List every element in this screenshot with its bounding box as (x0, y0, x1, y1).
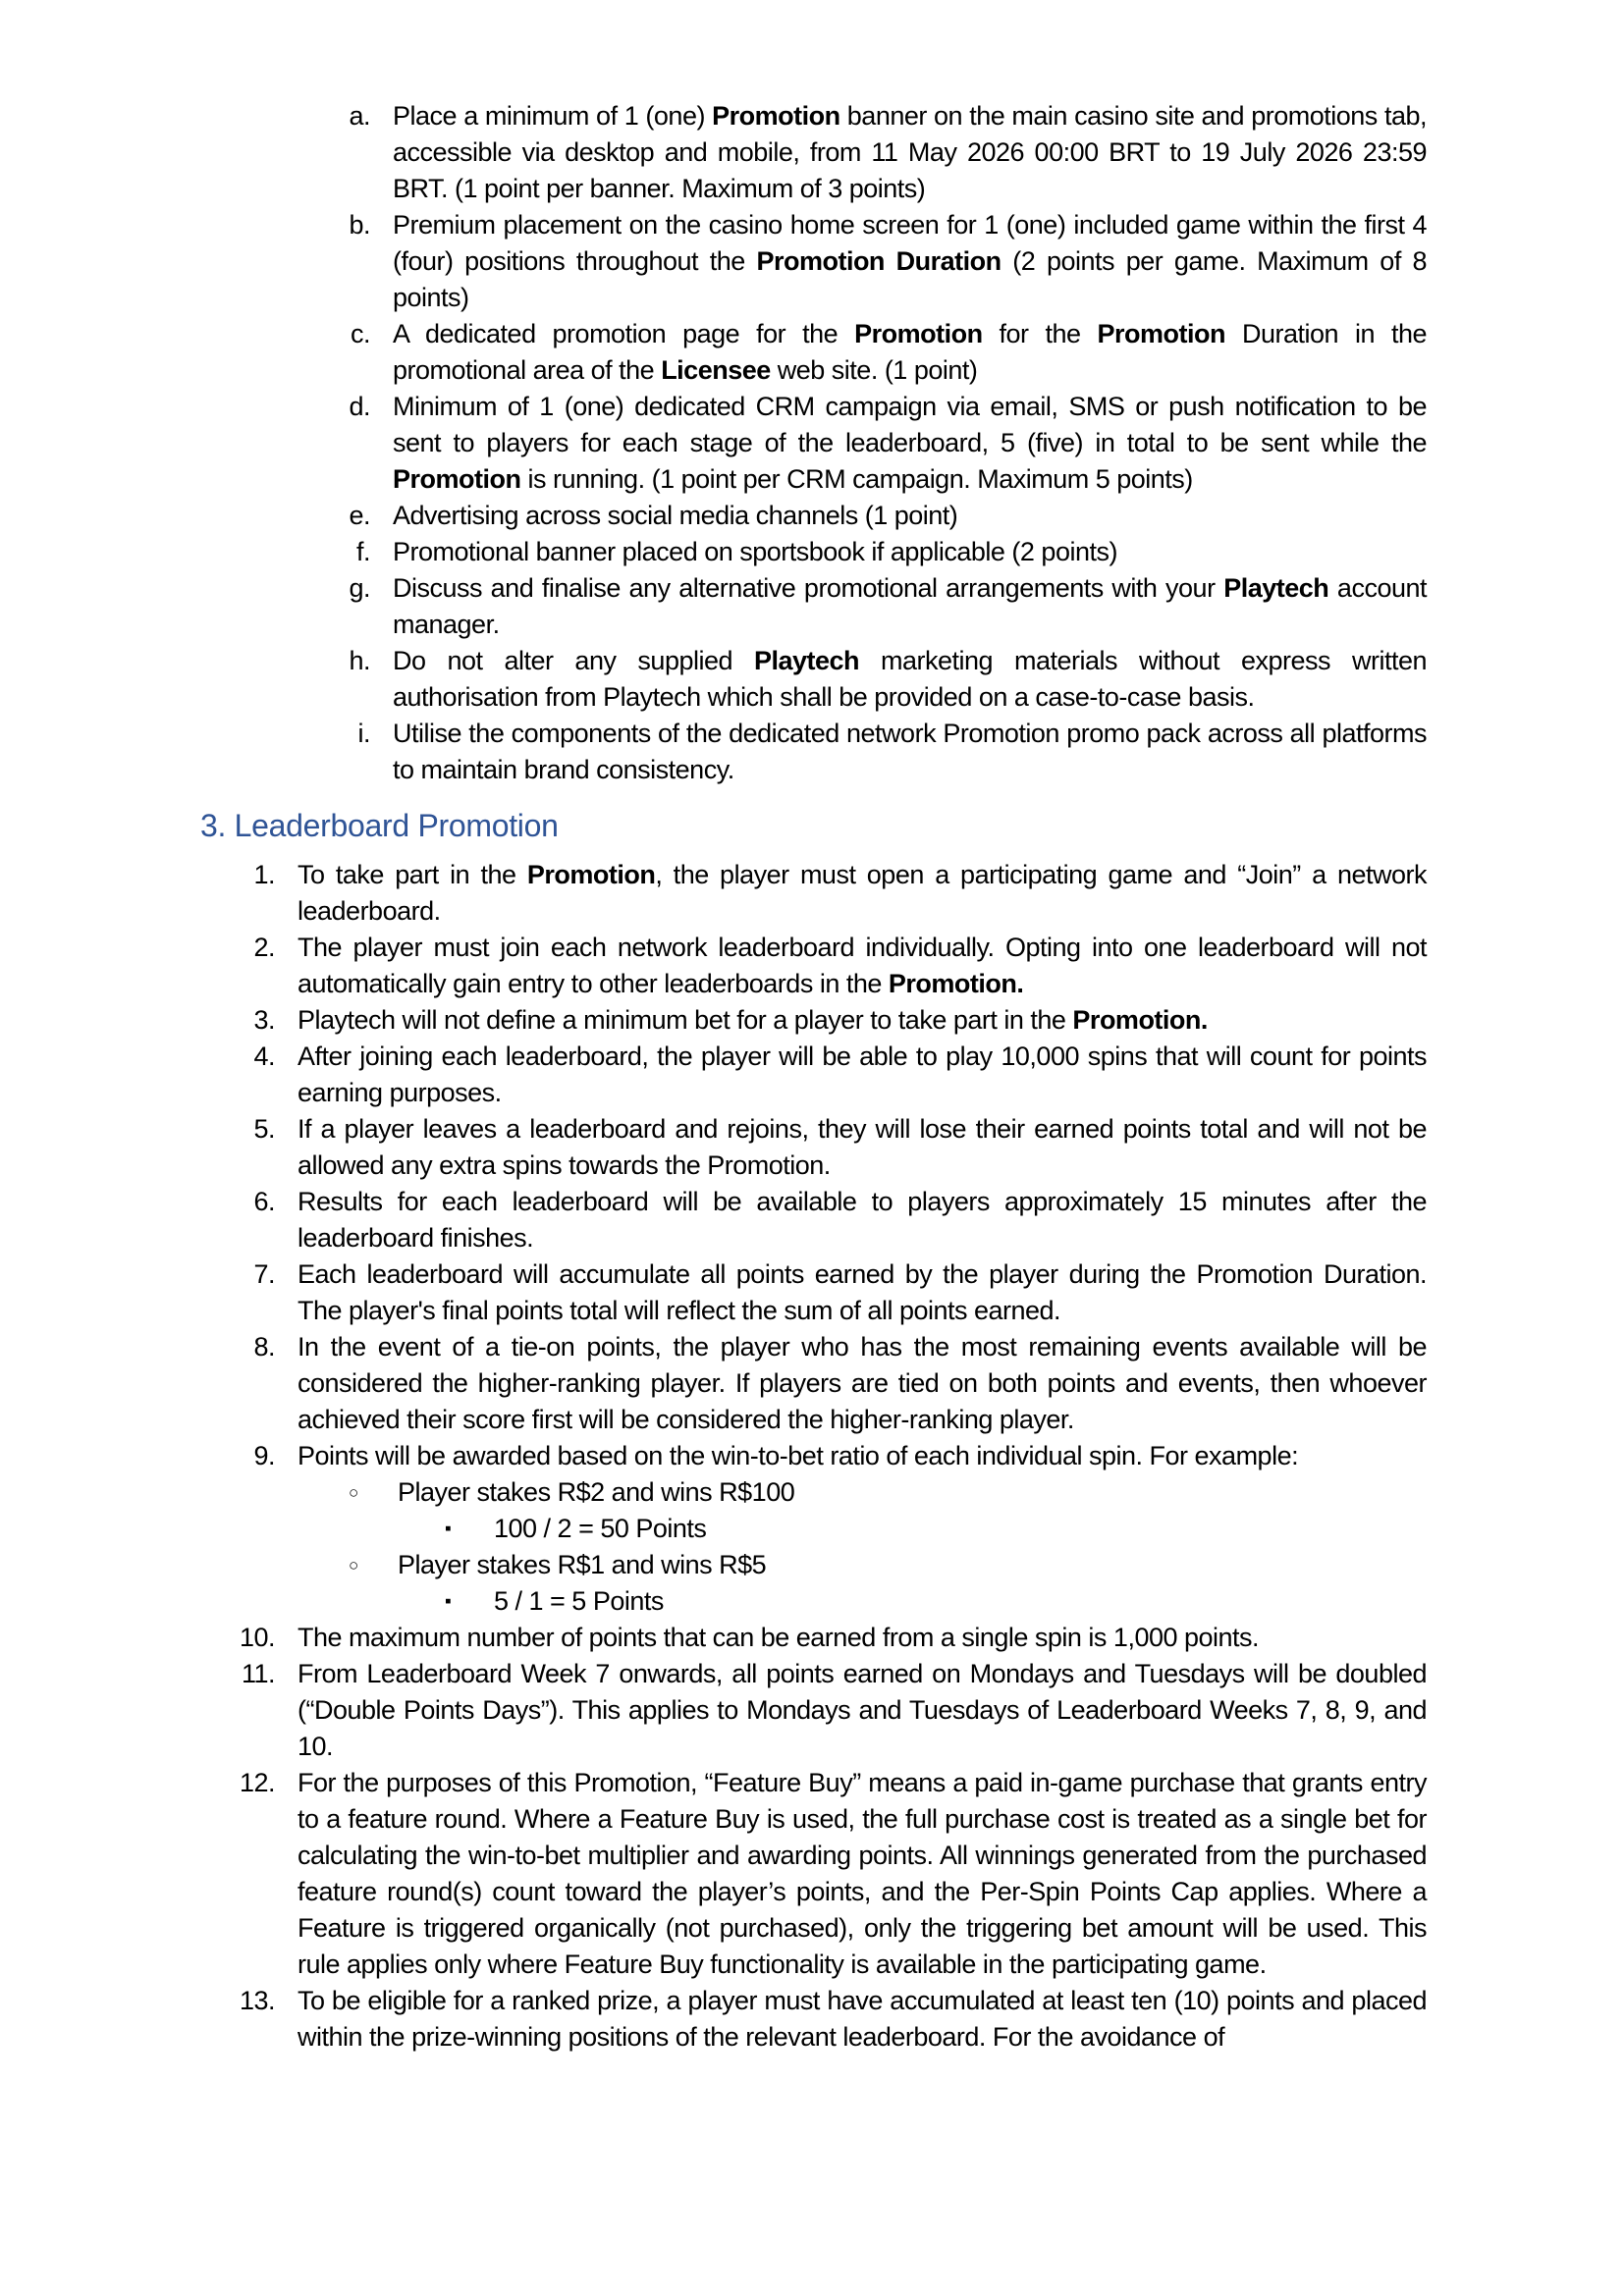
list-item-e (349, 498, 1427, 534)
list-item-10 (239, 1620, 1427, 1656)
section-heading (200, 804, 1624, 847)
list-item-text (393, 537, 1117, 566)
text-run: Place a minimum of 1 (one) (393, 101, 713, 131)
text-run: for the (982, 319, 1098, 348)
text-run: The player must join each network leaderboard individually. Opting into one leaderboard will not automatically gain entry to other leaderboards in the (298, 933, 1427, 998)
text-run: For the purposes of this Promotion, “Feature Buy” means a paid in-game purchase that grants entry to a feature round. Where a Feature Buy is used, the full purchase cost is treated as a single bet for calculating the win-to-bet multiplier and awarding points. All winnings generated from the purchased feature round(s) count toward the player’s points, and the Per-Spin Points Cap applies. Where a Feature is triggered organically (not purchased), only the triggering bet amount will be used. This rule applies only where Feature Buy functionality is available in the participating game. (298, 1768, 1427, 1979)
bold-text-run: Promotion (1097, 319, 1226, 348)
text-run: banner on the main casino site and promotions tab, accessible via desktop and mobile, from 11 May 2026 00:00 BRT to 19 July 2026 23:59 BRT. (1 point per banner. Maximum of 3 points) (393, 101, 1427, 203)
numbered-list (239, 857, 1428, 2056)
list-item-h (349, 643, 1427, 716)
list-marker: 13. (239, 1986, 275, 2015)
list-marker: a. (349, 101, 370, 131)
text-run: web site. (1 point) (770, 355, 978, 385)
text-run: Promotional banner placed on sportsbook if applicable (2 points) (393, 537, 1117, 566)
list-item-text (494, 1514, 706, 1543)
lettered-list (349, 98, 1428, 788)
text-run: The maximum number of points that can be earned from a single spin is 1,000 points. (298, 1623, 1260, 1652)
sub-sub-list-item (445, 1511, 1427, 1547)
text-run: Premium placement on the casino home screen for 1 (one) included game within the first 4 (four) positions throughout the (393, 210, 1427, 276)
bold-text-run: Promotion (526, 860, 656, 889)
bold-text-run: Promotion (854, 319, 983, 348)
list-marker: 1. (253, 860, 275, 889)
list-marker: 3. (253, 1005, 275, 1035)
bold-text-run: Promotion Duration (756, 246, 1001, 276)
text-run: (2 points per game. Maximum of 8 points) (393, 246, 1428, 312)
list-item-b (349, 207, 1428, 316)
list-marker: d. (349, 392, 370, 421)
text-run: marketing materials without express written authorisation from Playtech which shall be provided on a case-to-case basis. (393, 646, 1427, 712)
list-item-text (298, 1005, 1208, 1035)
list-item-text (298, 1441, 1298, 1470)
list-marker: ○ (349, 1483, 358, 1502)
list-marker: g. (349, 573, 370, 603)
list-item-7 (253, 1256, 1427, 1329)
list-item-text (298, 860, 1427, 926)
list-marker: 4. (253, 1041, 275, 1071)
list-item-text (298, 1259, 1427, 1325)
list-marker: 9. (253, 1441, 275, 1470)
list-item-12 (239, 1765, 1427, 1983)
text-run: Player stakes R$1 and wins R$5 (398, 1550, 767, 1579)
list-item-g (349, 570, 1427, 643)
list-marker: 10. (239, 1623, 275, 1652)
list-item-c (350, 316, 1428, 389)
list-marker: 2. (253, 933, 275, 962)
text-run: If a player leaves a leaderboard and rejoins, they will lose their earned points total and will not be allowed any extra spins towards the Promotion. (298, 1114, 1427, 1180)
text-run: To take part in the (298, 860, 527, 889)
list-marker: ▪ (445, 1591, 452, 1612)
list-item-d (349, 389, 1427, 498)
list-item-8 (253, 1329, 1427, 1438)
text-run: Advertising across social media channels (1 point) (393, 501, 958, 530)
list-marker: 6. (253, 1187, 275, 1216)
list-marker: ▪ (445, 1519, 452, 1539)
text-run: Discuss and finalise any alternative promotional arrangements with your (393, 573, 1224, 603)
bold-text-run: Playtech (753, 646, 860, 675)
list-marker: ○ (349, 1556, 358, 1575)
text-run: Playtech will not define a minimum bet for a player to take part in the (298, 1005, 1073, 1035)
bold-text-run: Licensee (661, 355, 771, 385)
text-run: From Leaderboard Week 7 onwards, all points earned on Mondays and Tuesdays will be doubled (“Double Points Days”). This applies to Mondays and Tuesdays of Leaderboard Weeks 7, 8, 9, and 10. (298, 1659, 1427, 1761)
list-item-text (298, 1332, 1427, 1434)
text-run: Results for each leaderboard will be available to players approximately 15 minutes after the leaderboard finishes. (298, 1187, 1427, 1253)
text-run: Points will be awarded based on the win-to-bet ratio of each individual spin. For example: (298, 1441, 1299, 1470)
list-marker: 12. (239, 1768, 275, 1797)
list-item-text (494, 1586, 664, 1616)
bold-text-run: Promotion. (888, 969, 1024, 998)
list-item-text (298, 1768, 1427, 1979)
text-run: In the event of a tie-on points, the player who has the most remaining events available will be considered the higher-ranking player. If players are tied on both points and events, then whoever achieved their score first will be considered the higher-ranking player. (298, 1332, 1427, 1434)
text-run: , the player must open a participating game and “Join” a network leaderboard. (298, 860, 1428, 926)
list-item-i (357, 716, 1427, 788)
list-item-text (393, 501, 957, 530)
list-marker: 8. (253, 1332, 275, 1362)
text-run: 100 / 2 = 50 Points (494, 1514, 707, 1543)
bold-text-run: Promotion (712, 101, 840, 131)
bold-text-run: Playtech (1223, 573, 1329, 603)
text-run: Minimum of 1 (one) dedicated CRM campaign via email, SMS or push notification to be sent to players for each stage of the leaderboard, 5 (five) in total to be sent while the (393, 392, 1427, 457)
list-marker: f. (355, 537, 370, 566)
text-run: account manager. (393, 573, 1427, 639)
list-item-text (393, 719, 1427, 784)
list-item-2 (253, 930, 1427, 1002)
text-run: To be eligible for a ranked prize, a player must have accumulated at least ten (10) points and placed within the prize-winning positions of the relevant leaderboard. For the avoidance of (298, 1986, 1427, 2052)
text-run: A dedicated promotion page for the (393, 319, 855, 348)
list-marker: h. (349, 646, 370, 675)
list-item-text (398, 1477, 794, 1507)
bold-text-run: Promotion (393, 464, 521, 494)
list-item-text (298, 1041, 1427, 1107)
list-item-text (298, 933, 1427, 998)
list-item-text (298, 1659, 1427, 1761)
list-item-text (393, 210, 1427, 312)
list-item-5 (253, 1111, 1427, 1184)
list-marker: c. (350, 319, 370, 348)
list-item-text (298, 1114, 1427, 1180)
list-item-text (393, 646, 1427, 712)
list-item-4 (253, 1039, 1427, 1111)
text-run: is running. (1 point per CRM campaign. Maximum 5 points) (520, 464, 1193, 494)
text-run: 5 / 1 = 5 Points (494, 1586, 664, 1616)
sub-sub-list-item (445, 1583, 1427, 1620)
text-run: Player stakes R$2 and wins R$100 (398, 1477, 795, 1507)
list-item-text (393, 101, 1427, 203)
list-item-6 (253, 1184, 1427, 1256)
list-item-text (393, 319, 1427, 385)
list-item-text (393, 392, 1427, 494)
list-marker: b. (349, 210, 370, 240)
text-run: Each leaderboard will accumulate all points earned by the player during the Promotion Duration. The player's final points total will reflect the sum of all points earned. (298, 1259, 1427, 1325)
list-item-text (298, 1623, 1259, 1652)
list-item-13 (239, 1983, 1427, 2056)
list-marker: 5. (253, 1114, 275, 1144)
list-item-text (298, 1986, 1427, 2052)
text-run: Duration in the promotional area of the (393, 319, 1428, 385)
list-item-1 (253, 857, 1428, 930)
list-marker: e. (349, 501, 370, 530)
sub-list-item (349, 1474, 1427, 1511)
list-item-text (398, 1550, 766, 1579)
list-item-3 (253, 1002, 1427, 1039)
list-item-a (349, 98, 1427, 207)
list-item-9 (253, 1438, 1427, 1474)
list-marker: 11. (241, 1659, 275, 1688)
bold-text-run: Promotion. (1072, 1005, 1208, 1035)
list-item-11 (241, 1656, 1427, 1765)
text-run: Utilise the components of the dedicated network Promotion promo pack across all platforms to maintain brand consistency. (393, 719, 1427, 784)
sub-list-item (349, 1547, 1427, 1583)
list-item-text (298, 1187, 1427, 1253)
list-marker: i. (357, 719, 370, 748)
section-heading-text: 3. Leaderboard Promotion (200, 808, 559, 843)
text-run: After joining each leaderboard, the player will be able to play 10,000 spins that will count for points earning purposes. (298, 1041, 1427, 1107)
list-item-text (393, 573, 1427, 639)
list-item-f (355, 534, 1427, 570)
list-marker: 7. (253, 1259, 275, 1289)
text-run: Do not alter any supplied (393, 646, 754, 675)
